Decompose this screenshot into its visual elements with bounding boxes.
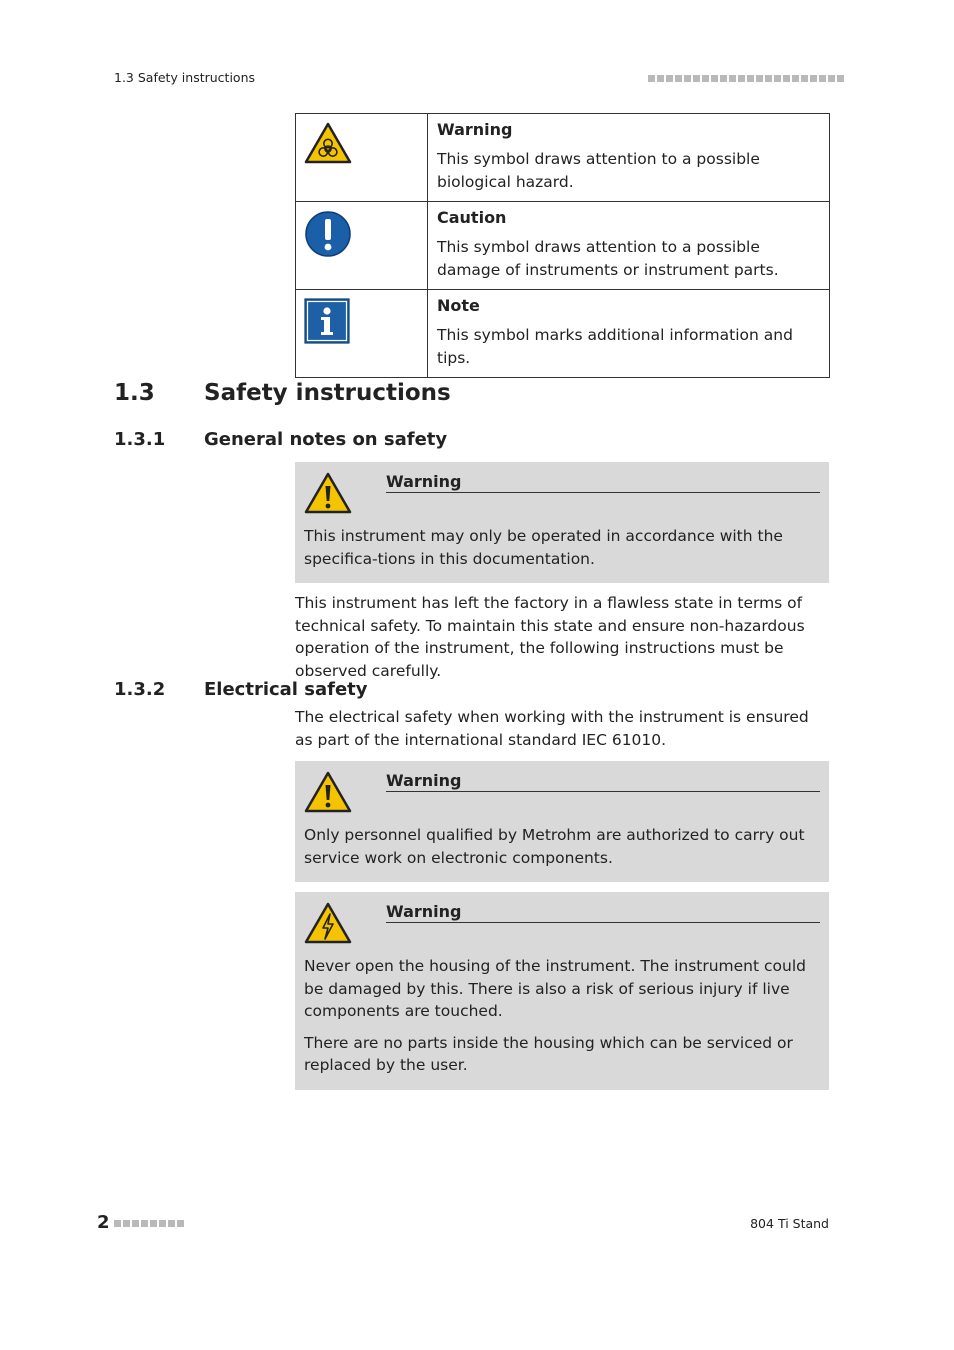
table-row xyxy=(296,290,830,378)
symbol-title: Caution xyxy=(437,208,507,227)
warning-title: Warning xyxy=(386,472,820,493)
warning-text: There are no parts inside the housing which can be serviced or replaced by the user. xyxy=(304,1033,793,1074)
subsection-title-general: General notes on safety xyxy=(204,429,448,450)
warning-triangle-icon xyxy=(304,472,352,515)
warning-text: This instrument may only be operated in accordance with the specifica-tions in this documentation. xyxy=(304,527,783,568)
warning-text: Never open the housing of the instrument. The instrument could be damaged by this. There is also a risk of serious injury if live components are touched. xyxy=(304,957,806,1020)
warning-title: Warning xyxy=(386,902,820,923)
electrical-hazard-icon xyxy=(304,902,352,945)
symbol-title: Note xyxy=(437,296,480,315)
symbol-legend-table xyxy=(295,113,830,378)
general-warning-box xyxy=(295,462,829,583)
service-warning-box xyxy=(295,761,829,882)
symbol-title: Warning xyxy=(437,120,513,139)
table-row xyxy=(296,202,830,290)
electrical-intro: The electrical safety when working with the instrument is ensured as part of the international standard IEC 61010. xyxy=(295,708,809,749)
symbol-description: This symbol draws attention to a possible biological hazard. xyxy=(437,150,760,191)
footer-decoration-dots xyxy=(114,1220,184,1227)
header-decoration-dots xyxy=(648,75,844,82)
running-header-section: 1.3 Safety instructions xyxy=(114,70,256,85)
info-note-icon xyxy=(304,298,350,344)
warning-triangle-icon xyxy=(304,771,352,814)
warning-title: Warning xyxy=(386,771,820,792)
symbol-description: This symbol draws attention to a possible damage of instruments or instrument parts. xyxy=(437,238,779,279)
section-title: Safety instructions xyxy=(204,380,451,406)
section-number: 1.3 xyxy=(114,380,155,406)
warning-text: Only personnel qualified by Metrohm are authorized to carry out service work on electronic components. xyxy=(304,826,805,867)
symbol-description: This symbol marks additional information and tips. xyxy=(437,326,793,367)
general-paragraph: This instrument has left the factory in a flawless state in terms of technical safety. To maintain this state and ensure non-hazardous operation of the instrument, the following instructions must be observed carefully. xyxy=(295,594,805,680)
page-number: 2 xyxy=(97,1212,110,1233)
subsection-number-electrical: 1.3.2 xyxy=(114,679,166,700)
subsection-number-general: 1.3.1 xyxy=(114,429,166,450)
housing-warning-box xyxy=(295,892,829,1090)
table-row xyxy=(296,114,830,202)
biohazard-warning-icon xyxy=(304,122,352,164)
caution-exclamation-icon xyxy=(304,210,352,258)
subsection-title-electrical: Electrical safety xyxy=(204,679,368,700)
footer-product-name: 804 Ti Stand xyxy=(750,1216,829,1231)
